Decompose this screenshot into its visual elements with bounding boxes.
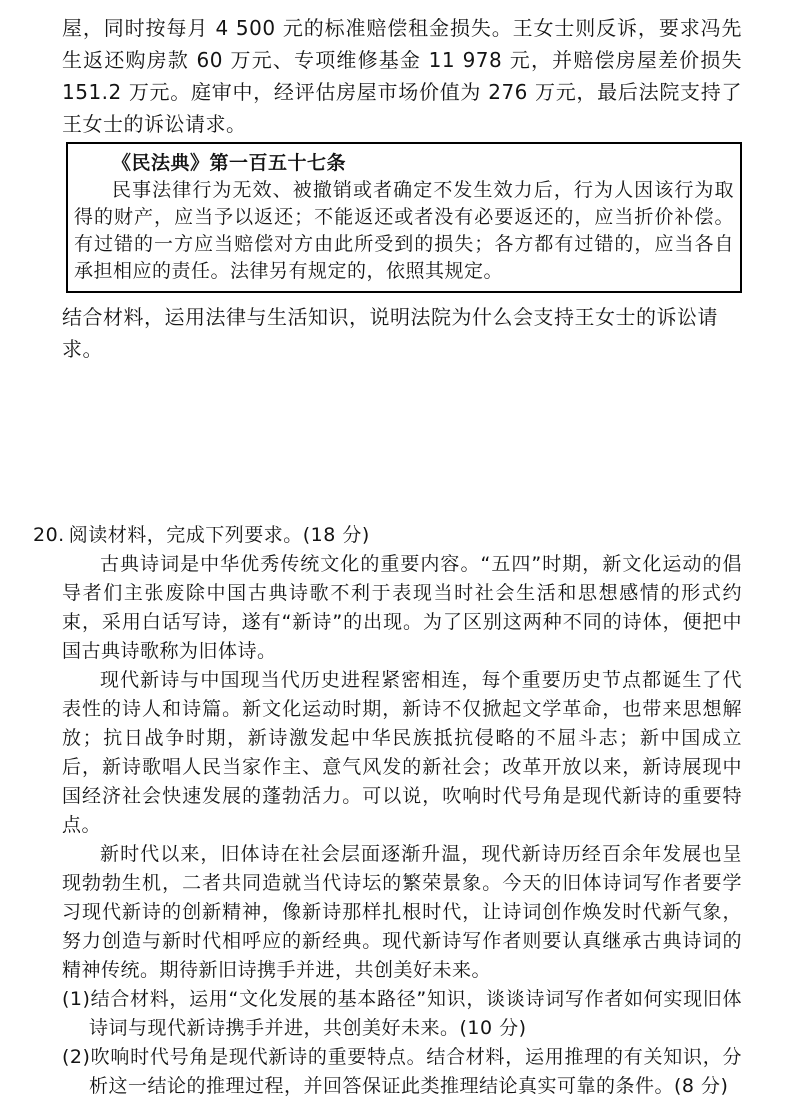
q20-stem-text: 阅读材料，完成下列要求。(18 分) bbox=[68, 524, 370, 546]
q20-sub-question-2: (2)吹响时代号角是现代新诗的重要特点。结合材料，运用推理的有关知识，分析这一结论的推理过程，并回答保证此类推理结论真实可靠的条件。(8 分) bbox=[62, 1046, 742, 1096]
q20-material-paragraph-2: 现代新诗与中国现当代历史进程紧密相连，每个重要历史节点都诞生了代表性的诗人和诗篇。新文化运动时期，新诗不仅掀起文学革命，也带来思想解放；抗日战争时期，新诗激发起中华民族抵抗侵略的不屈斗志；新中国成立后，新诗歌唱人民当家作主、意气风发的新社会；改革开放以来，新诗展现中国经济社会快速发展的蓬勃活力。可以说，吹响时代号角是现代新诗的重要特点。 bbox=[62, 669, 742, 836]
q19-task-text: 结合材料，运用法律与生活知识，说明法院为什么会支持王女士的诉讼请求。 bbox=[62, 305, 718, 361]
q19-material-continuation-text: 屋，同时按每月 4 500 元的标准赔偿租金损失。王女士则反诉，要求冯先生返还购房款 60 万元、专项维修基金 11 978 元，并赔偿房屋差价损失 151.2 万元。庭审中，经评估房屋市场价值为 276 万元，最后法院支持了王女士的诉讼请求。 bbox=[62, 16, 742, 136]
q20-question-number: 20. bbox=[33, 524, 65, 546]
q20-material-paragraph-3: 新时代以来，旧体诗在社会层面逐渐升温，现代新诗历经百余年发展也呈现勃勃生机，二者共同造就当代诗坛的繁荣景象。今天的旧体诗词写作者要学习现代新诗的创新精神，像新诗那样扎根时代，让诗词创作焕发时代新气象，努力创造与新时代相呼应的新经典。现代新诗写作者则要认真继承古典诗词的精神传统。期待新旧诗携手并进，共创美好未来。 bbox=[62, 843, 742, 981]
civil-code-article-title: 《民法典》第一百五十七条 bbox=[112, 152, 347, 174]
civil-code-article-body: 民事法律行为无效、被撤销或者确定不发生效力后，行为人因该行为取得的财产，应当予以返还；不能返还或者没有必要返还的，应当折价补偿。有过错的一方应当赔偿对方由此所受到的损失；各方都有过错的，应当各自承担相应的责任。法律另有规定的，依照其规定。 bbox=[74, 179, 734, 282]
page-content bbox=[33, 12, 742, 1096]
q20-stem-line bbox=[33, 521, 742, 550]
q20-material-paragraph-1: 古典诗词是中华优秀传统文化的重要内容。“五四”时期，新文化运动的倡导者们主张废除中国古典诗歌不利于表现当时社会生活和思想感情的形式约束，采用白话写诗，遂有“新诗”的出现。为了区别这两种不同的诗体，便把中国古典诗歌称为旧体诗。 bbox=[62, 553, 742, 662]
q20-sub-question-1: (1)结合材料，运用“文化发展的基本路径”知识，谈谈诗词写作者如何实现旧体诗词与现代新诗携手并进，共创美好未来。(10 分) bbox=[62, 988, 742, 1039]
question-20-section bbox=[33, 521, 742, 1096]
civil-code-excerpt-box bbox=[66, 142, 742, 293]
